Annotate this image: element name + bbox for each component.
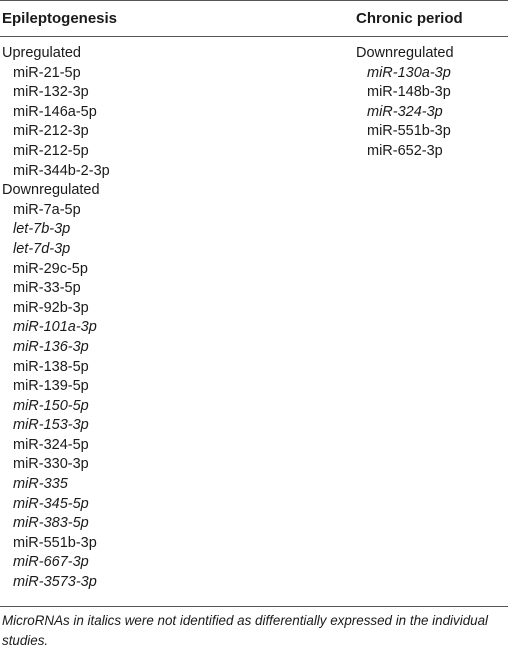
header-epileptogenesis: Epileptogenesis [2,10,118,27]
epileptogenesis-mirna-item: miR-667-3p [13,554,89,571]
epileptogenesis-mirna-item: miR-335 [13,476,68,493]
epileptogenesis-mirna-item: miR-139-5p [13,378,89,395]
chronic-period-column [354,44,454,162]
epileptogenesis-group-label: Downregulated [2,182,100,199]
epileptogenesis-mirna-item: let-7b-3p [13,221,71,238]
epileptogenesis-mirna-item: miR-212-3p [13,123,89,140]
chronic-mirna-item: miR-148b-3p [367,84,451,101]
epileptogenesis-mirna-item: miR-101a-3p [13,319,97,336]
header-chronic-period: Chronic period [356,10,463,27]
epileptogenesis-mirna-item: miR-551b-3p [13,534,97,551]
chronic-mirna-item: miR-324-3p [367,103,443,120]
epileptogenesis-mirna-item: miR-7a-5p [13,201,81,218]
epileptogenesis-mirna-item: miR-344b-2-3p [13,162,110,179]
epileptogenesis-mirna-item: miR-21-5p [13,64,81,81]
chronic-group-label: Downregulated [356,45,454,61]
epileptogenesis-mirna-item: miR-330-3p [13,456,89,473]
epileptogenesis-mirna-item: miR-136-3p [13,338,89,355]
epileptogenesis-mirna-item: miR-212-5p [13,142,89,159]
table-bottom-rule [0,606,508,607]
table-header-rule [0,36,508,37]
epileptogenesis-mirna-item: miR-138-5p [13,358,89,375]
epileptogenesis-mirna-item: miR-92b-3p [13,299,89,316]
epileptogenesis-mirna-item: miR-33-5p [13,280,81,297]
epileptogenesis-mirna-item: miR-29c-5p [13,260,88,277]
chronic-mirna-item: miR-130a-3p [367,64,451,81]
epileptogenesis-mirna-item: miR-3573-3p [13,574,97,591]
epileptogenesis-mirna-item: miR-345-5p [13,495,89,512]
chronic-mirna-item: miR-652-3p [367,142,443,159]
table-top-rule [0,0,508,1]
epileptogenesis-mirna-item: miR-153-3p [13,417,89,434]
epileptogenesis-group-label: Upregulated [2,45,81,61]
epileptogenesis-mirna-item: miR-150-5p [13,397,89,414]
epileptogenesis-mirna-item: miR-146a-5p [13,103,97,120]
epileptogenesis-mirna-item: let-7d-3p [13,240,71,257]
epileptogenesis-mirna-item: miR-132-3p [13,84,89,101]
epileptogenesis-column [0,44,110,593]
chronic-mirna-item: miR-551b-3p [367,123,451,140]
epileptogenesis-mirna-item: miR-324-5p [13,436,89,453]
table-footnote: MicroRNAs in italics were not identified as differentially expressed in the individual studies. [2,613,489,648]
epileptogenesis-mirna-item: miR-383-5p [13,515,89,532]
